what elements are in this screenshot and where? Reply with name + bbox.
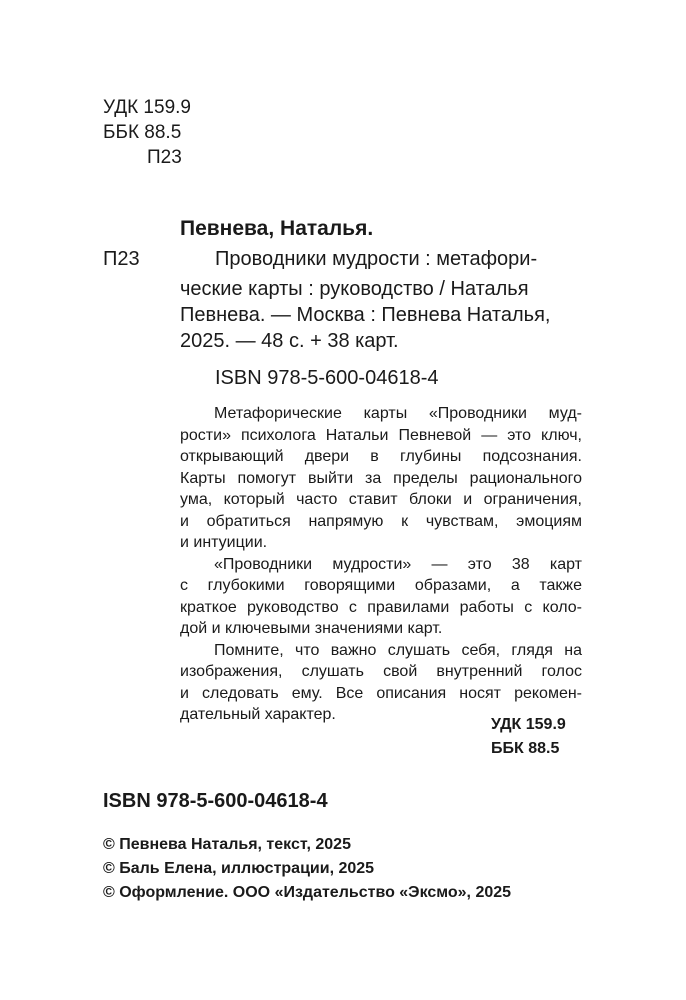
copyright-text: © Певнева Наталья, текст, 2025 (103, 836, 351, 853)
annotation-line: дой и ключевыми значениями карт. (180, 620, 443, 637)
annotation-line: рости» психолога Натальи Певневой — это ключ, (180, 426, 582, 444)
entry-line-4: 2025. — 48 с. + 38 карт. (180, 330, 399, 352)
copyright-design: © Оформление. ООО «Издательство «Эксмо», 2025 (103, 884, 512, 901)
entry-author: Певнева, Наталья. (180, 217, 374, 240)
entry-isbn: ISBN 978-5-600-04618-4 (215, 367, 439, 389)
annotation-line: «Проводники мудрости» — это 38 карт (214, 555, 582, 573)
entry-line-3: Певнева. — Москва : Певнева Наталья, (180, 304, 551, 326)
copyright-illustrations: © Баль Елена, иллюстрации, 2025 (103, 860, 375, 877)
isbn-bold: ISBN 978-5-600-04618-4 (103, 790, 328, 812)
annotation (180, 403, 582, 726)
annotation-line: ума, который часто ставит блоки и ограничения, (180, 491, 582, 508)
annotation-line: с глубокими говорящими образами, а также (180, 577, 582, 594)
entry-line-2: ческие карты : руководство / Наталья (180, 278, 529, 300)
author-mark: П23 (147, 147, 182, 168)
annotation-line: Помните, что важно слушать себя, глядя на (214, 641, 582, 659)
annotation-line: Метафорические карты «Проводники муд- (214, 405, 582, 422)
annotation-line: дательный характер. (180, 706, 336, 723)
annotation-paragraph-2 (180, 554, 582, 640)
annotation-line: краткое руководство с правилами работы с коло- (180, 598, 582, 616)
annotation-line: изображения, слушать свой внутренний голос (180, 663, 582, 680)
annotation-paragraph-1 (180, 403, 582, 554)
udk-code: УДК 159.9 (103, 97, 191, 118)
entry-line-1: Проводники мудрости : метафори- (215, 248, 538, 270)
bbk-code: ББК 88.5 (103, 122, 182, 143)
annotation-line: и обратиться напрямую к чувствам, эмоциям (180, 512, 582, 530)
annotation-line: Карты помогут выйти за пределы рационального (180, 469, 582, 487)
udk-code-bottom: УДК 159.9 (491, 716, 566, 733)
annotation-line: и следовать ему. Все описания носят рекомен- (180, 684, 582, 702)
bbk-code-bottom: ББК 88.5 (491, 740, 560, 757)
entry-author-mark: П23 (103, 248, 140, 270)
annotation-line: открывающий двери в глубины подсознания. (180, 448, 582, 465)
annotation-paragraph-3 (180, 640, 582, 726)
annotation-line: и интуиции. (180, 534, 268, 551)
